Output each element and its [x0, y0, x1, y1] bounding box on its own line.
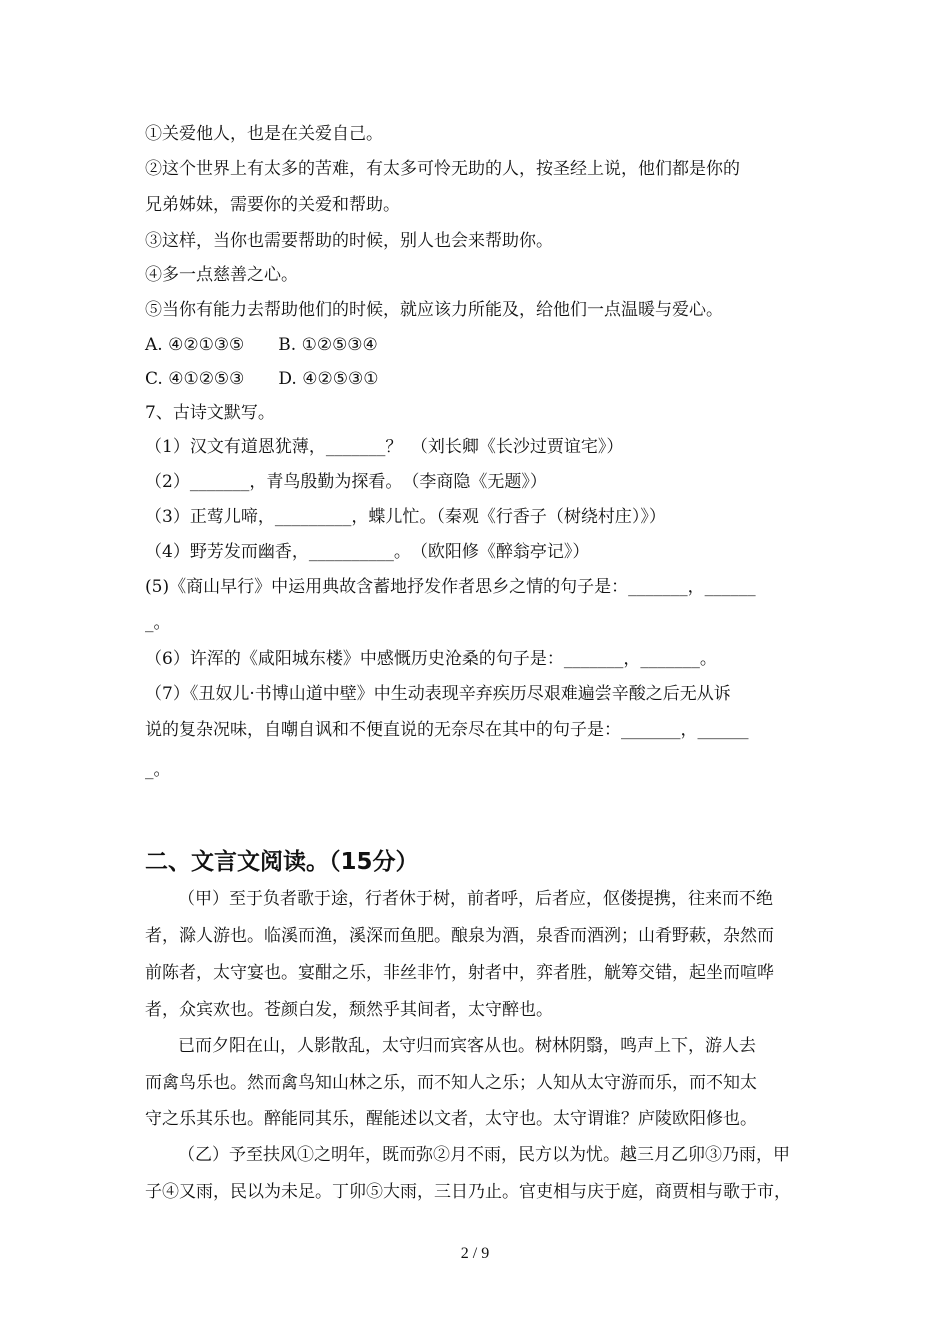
- text-line: 说的复杂况味，自嘲自讽和不便直说的无奈尽在其中的句子是：_______，______: [145, 720, 749, 740]
- text-line: 兄弟姊妹，需要你的关爱和帮助。: [145, 195, 400, 215]
- text-line: （7）《丑奴儿·书博山道中壁》中生动表现辛弃疾历尽艰难遍尝辛酸之后无从诉: [145, 684, 731, 704]
- text-line: （3）正莺儿啼，_________，蝶儿忙。（秦观《行香子（树绕村庄）》）: [145, 507, 666, 527]
- question-title: 7、古诗文默写。: [145, 403, 275, 423]
- text-line: _。: [145, 760, 171, 780]
- text-line: ⑤当你有能力去帮助他们的时候，就应该力所能及，给他们一点温暖与爱心。: [145, 300, 723, 320]
- text-line: ②这个世界上有太多的苦难，有太多可怜无助的人，按圣经上说，他们都是你的: [145, 159, 740, 179]
- text-line: （2）_______，青鸟殷勤为探看。 （李商隐《无题》）: [145, 472, 547, 492]
- passage-line: 者，众宾欢也。苍颜白发，颓然乎其间者，太守醉也。: [145, 1000, 553, 1020]
- option-line: A. ④②①③⑤ B. ①②⑤③④: [145, 335, 378, 355]
- passage-line: 守之乐其乐也。醉能同其乐，醒能述以文者，太守也。太守谓谁？庐陵欧阳修也。: [145, 1109, 757, 1129]
- text-line: _。: [145, 613, 171, 633]
- passage-line: 而禽鸟乐也。然而禽鸟知山林之乐，而不知人之乐；人知从太守游而乐，而不知太: [145, 1073, 757, 1093]
- text-line: ③这样，当你也需要帮助的时候，别人也会来帮助你。: [145, 231, 553, 251]
- passage-line: 子④又雨，民以为未足。丁卯⑤大雨，三日乃止。官吏相与庆于庭，商贾相与歌于市，: [145, 1182, 791, 1202]
- option-line: C. ④①②⑤③ D. ④②⑤③①: [145, 369, 379, 389]
- passage-line: 已而夕阳在山，人影散乱，太守归而宾客从也。树林阴翳，鸣声上下，游人去: [178, 1036, 756, 1056]
- section-heading: 二、文言文阅读。（15分）: [145, 849, 419, 875]
- text-line: （4）野芳发而幽香，__________。 （欧阳修《醉翁亭记》）: [145, 542, 590, 562]
- passage-line: 前陈者，太守宴也。宴酣之乐，非丝非竹，射者中，弈者胜，觥筹交错，起坐而喧哗: [145, 963, 774, 983]
- passage-line: （乙）予至扶风①之明年，既而弥②月不雨，民方以为忧。越三月乙卯③乃雨，甲: [178, 1145, 790, 1165]
- page-number: 2 / 9: [460, 1245, 490, 1262]
- text-line: (5)《商山早行》中运用典故含蓄地抒发作者思乡之情的句子是：_______，______: [145, 577, 756, 597]
- text-line: （1）汉文有道恩犹薄，_______？ （刘长卿《长沙过贾谊宅》）: [145, 437, 624, 457]
- passage-line: （甲）至于负者歌于途，行者休于树，前者呼，后者应，伛偻提携，往来而不绝: [178, 889, 773, 909]
- text-line: （6）许浑的《咸阳城东楼》中感慨历史沧桑的句子是：_______，_______。: [145, 649, 717, 669]
- text-line: ④多一点慈善之心。: [145, 265, 298, 285]
- text-line: ①关爱他人，也是在关爱自己。: [145, 124, 383, 144]
- passage-line: 者，滁人游也。临溪而渔，溪深而鱼肥。酿泉为酒，泉香而酒洌；山肴野蔌，杂然而: [145, 926, 774, 946]
